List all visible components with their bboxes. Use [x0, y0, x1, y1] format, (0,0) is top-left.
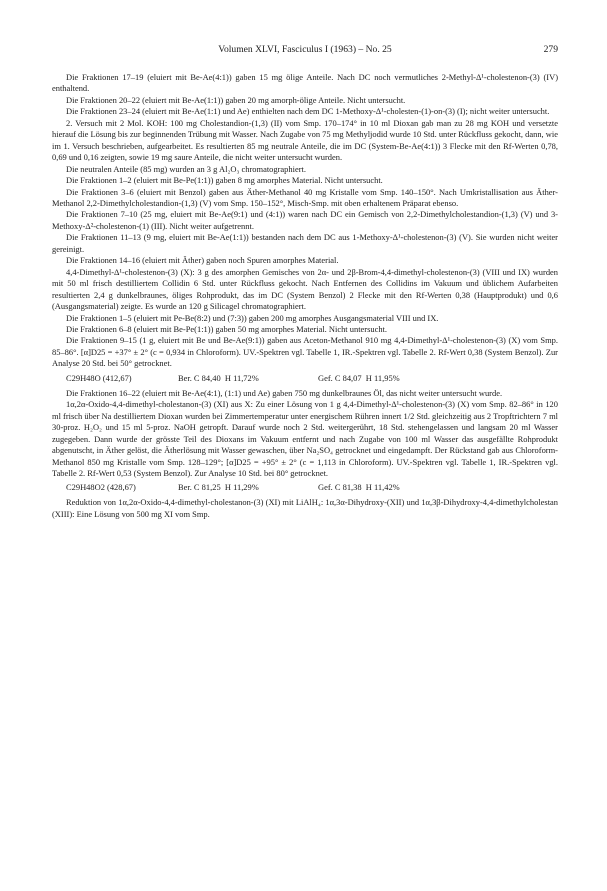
paragraph: Die Fraktionen 6–8 (eluiert mit Be-Pe(1:1)) gaben 50 mg amorphes Material. Nicht untersucht.: [66, 323, 388, 334]
paragraph: Die Fraktionen 11–13 (9 mg, eluiert mit Be-Ae(1:1)) bestanden nach dem DC aus 1-Methoxy-Δ¹-cholestenon-(3) (V). Sie wurden nicht weiter gereinigt.: [52, 232, 558, 254]
paragraph: Die Fraktionen 16–22 (eluiert mit Be-Ae(4:1), (1:1) und Ae) gaben 750 mg dunkelbraunes Öl, das nicht weiter untersucht wurde.: [66, 387, 503, 398]
paragraph: 2. Versuch mit 2 Mol. KOH: 100 mg Cholestandion-(1,3) (II) vom Smp. 170–174° in 10 ml Dioxan gab man zu 28 mg KOH und versetzte hierauf die Lösung bis zur beginnenden Trübung mit Wasser. Nach Zugabe von 75 mg Methyljodid wurde 10 Std. unter Rückfluss gekocht, dann, wie im 1. Versuch beschrieben, aufgearbeitet. Es resultierten 85 mg neutrale Anteile, die im DC (System-Be-Ae(4:1)) 3 Flecke mit den Rf-Werten 0,78, 0,69 und 0,16 zeigten, sowie 19 mg saure Anteile, die nicht weiter untersucht wurden.: [52, 117, 558, 163]
elemental-analysis: [52, 372, 558, 385]
paragraph: Die Fraktionen 20–22 (eluiert mit Be-Ae(1:1)) gaben 20 mg amorph-ölige Anteile. Nicht untersucht.: [66, 94, 406, 105]
paragraph: Die Fraktionen 1–2 (eluiert mit Be-Pe(1:1)) gaben 8 mg amorphes Material. Nicht untersucht.: [66, 175, 383, 186]
paragraph: Die Fraktionen 9–15 (1 g, eluiert mit Be und Be-Ae(9:1)) gaben aus Aceton-Methanol 910 mg 4,4-Dimethyl-Δ¹-cholestenon-(3) (X) vom Smp. 85–86°. [α]D25 = +37° ± 2° (c = 0,934 in Chloroform). UV.-Spektren vgl. Tabelle 1, IR.-Spektren vgl. Tabelle 2. Rf-Wert 0,38 (System Benzol). Zur Analyse 20 Std. bei 50° getrocknet.: [52, 335, 558, 369]
paragraph: Die Fraktionen 14–16 (eluiert mit Äther) gaben noch Spuren amorphes Material.: [66, 255, 339, 266]
paragraph: 4,4-Dimethyl-Δ¹-cholestenon-(3) (X): 3 g des amorphen Gemisches von 2α- und 2β-Brom-4,4-dimethyl-cholestenon-(3) (VIII und IX) wurden mit 50 ml frisch destilliertem Collidin 6 Std. unter Rückfluss gekocht. Nach Entfernen des Collidins im Vakuum und üblichem Aufarbeiten resultierten 2,4 g dunkelbraunes, öliges Rohprodukt, das im DC (System Benzol) 2 Flecke mit den Rf-Werten 0,38 (Hauptprodukt) und 0,6 (Ausgangsmaterial) zeigte. Es wurde an 120 g Silicagel chromatographiert.: [52, 266, 558, 312]
body-text: [52, 72, 558, 520]
page-number: 279: [543, 44, 558, 55]
paragraph: 1α,2α-Oxido-4,4-dimethyl-cholestanon-(3) (XI) aus X: Zu einer Lösung von 1 g 4,4-Dimethyl-Δ¹-cholestenon-(3) (X) vom Smp. 82–86° in 120 ml frisch über Na destilliertem Dioxan wurden bei Zimmertemperatur unter energischem Rühren innert 1/2 Std. gleichzeitig aus 2 Tropftrichtern 7 ml 30-proz. H₂O₂ und 15 ml 5-proz. NaOH getropft. Darauf wurde noch 2 Std. weitergerührt, 18 Std. stehengelassen und langsam 20 ml Wasser zugegeben. Dann wurde der grösste Teil des Dioxans im Vakuum entfernt und nach Zugabe von 100 ml Wasser das ausgefällte Rohprodukt abgenutscht, in Äther gelöst, die Ätherlösung mit Wasser gewaschen, über Na₂SO₄ getrocknet und eingedampft. Der Rückstand gab aus Chloroform-Methanol 850 mg Kristalle vom Smp. 128–129°; [α]D25 = +95° ± 2° (c = 1,113 in Chloroform). UV.-Spektren vgl. Tabelle 1, IR.-Spektren vgl. Tabelle 2. Rf-Wert 0,53 (System Benzol). Zur Analyse 10 Std. bei 80° getrocknet.: [52, 399, 558, 478]
paragraph: Die Fraktionen 1–5 (eluiert mit Pe-Be(8:2) und (7:3)) gaben 200 mg amorphes Ausgangsmaterial VIII und IX.: [66, 312, 439, 323]
paragraph: Die Fraktionen 23–24 (eluiert mit Be-Ae(1:1) und Ae) enthielten nach dem DC 1-Methoxy-Δ¹-cholesten-(1)-on-(3) (I); nicht weiter untersucht.: [66, 106, 550, 117]
paragraph: Die Fraktionen 17–19 (eluiert mit Be-Ae(4:1)) gaben 15 mg ölige Anteile. Nach DC noch vermutliches 2-Methyl-Δ¹-cholestenon-(3) (IV) enthaltend.: [52, 72, 558, 94]
running-title: Volumen XLVI, Fasciculus I (1963) – No. 25: [218, 44, 392, 55]
formula-calculated: Ber. C 81,25 H 11,29%: [178, 482, 259, 493]
page-header: [52, 44, 558, 60]
formula-found: Gef. C 81,38 H 11,42%: [318, 482, 400, 493]
formula-compound: C29H48O (412,67): [66, 372, 132, 383]
paragraph: Die Fraktionen 7–10 (25 mg, eluiert mit Be-Ae(9:1) und (4:1)) waren nach DC ein Gemisch von 2,2-Dimethylcholestandion-(1,3) (V) und 3-Methoxy-Δ²-cholestenon-(1) (III). Nicht weiter aufgetrennt.: [52, 209, 558, 231]
formula-compound: C29H48O2 (428,67): [66, 482, 136, 493]
formula-calculated: Ber. C 84,40 H 11,72%: [178, 372, 259, 383]
paragraph: Reduktion von 1α,2α-Oxido-4,4-dimethyl-cholestanon-(3) (XI) mit LiAlH₄: 1α,3α-Dihydroxy-(XII) und 1α,3β-Dihydroxy-4,4-dimethylcholestan (XIII): Eine Lösung von 500 mg XI vom Smp.: [52, 497, 558, 519]
formula-found: Gef. C 84,07 H 11,95%: [318, 372, 400, 383]
paragraph: Die neutralen Anteile (85 mg) wurden an 3 g Al₂O₃ chromatographiert.: [66, 163, 306, 174]
paragraph: Die Fraktionen 3–6 (eluiert mit Benzol) gaben aus Äther-Methanol 40 mg Kristalle vom Smp. 140–150°. Nach Umkristallisation aus Äther-Methanol 2,2-Dimethylcholestandion-(1,3) (V) vom Smp. 150–152°, Misch-Smp. mit oben erhaltenem Präparat ebenso.: [52, 186, 558, 208]
elemental-analysis: [52, 481, 558, 494]
